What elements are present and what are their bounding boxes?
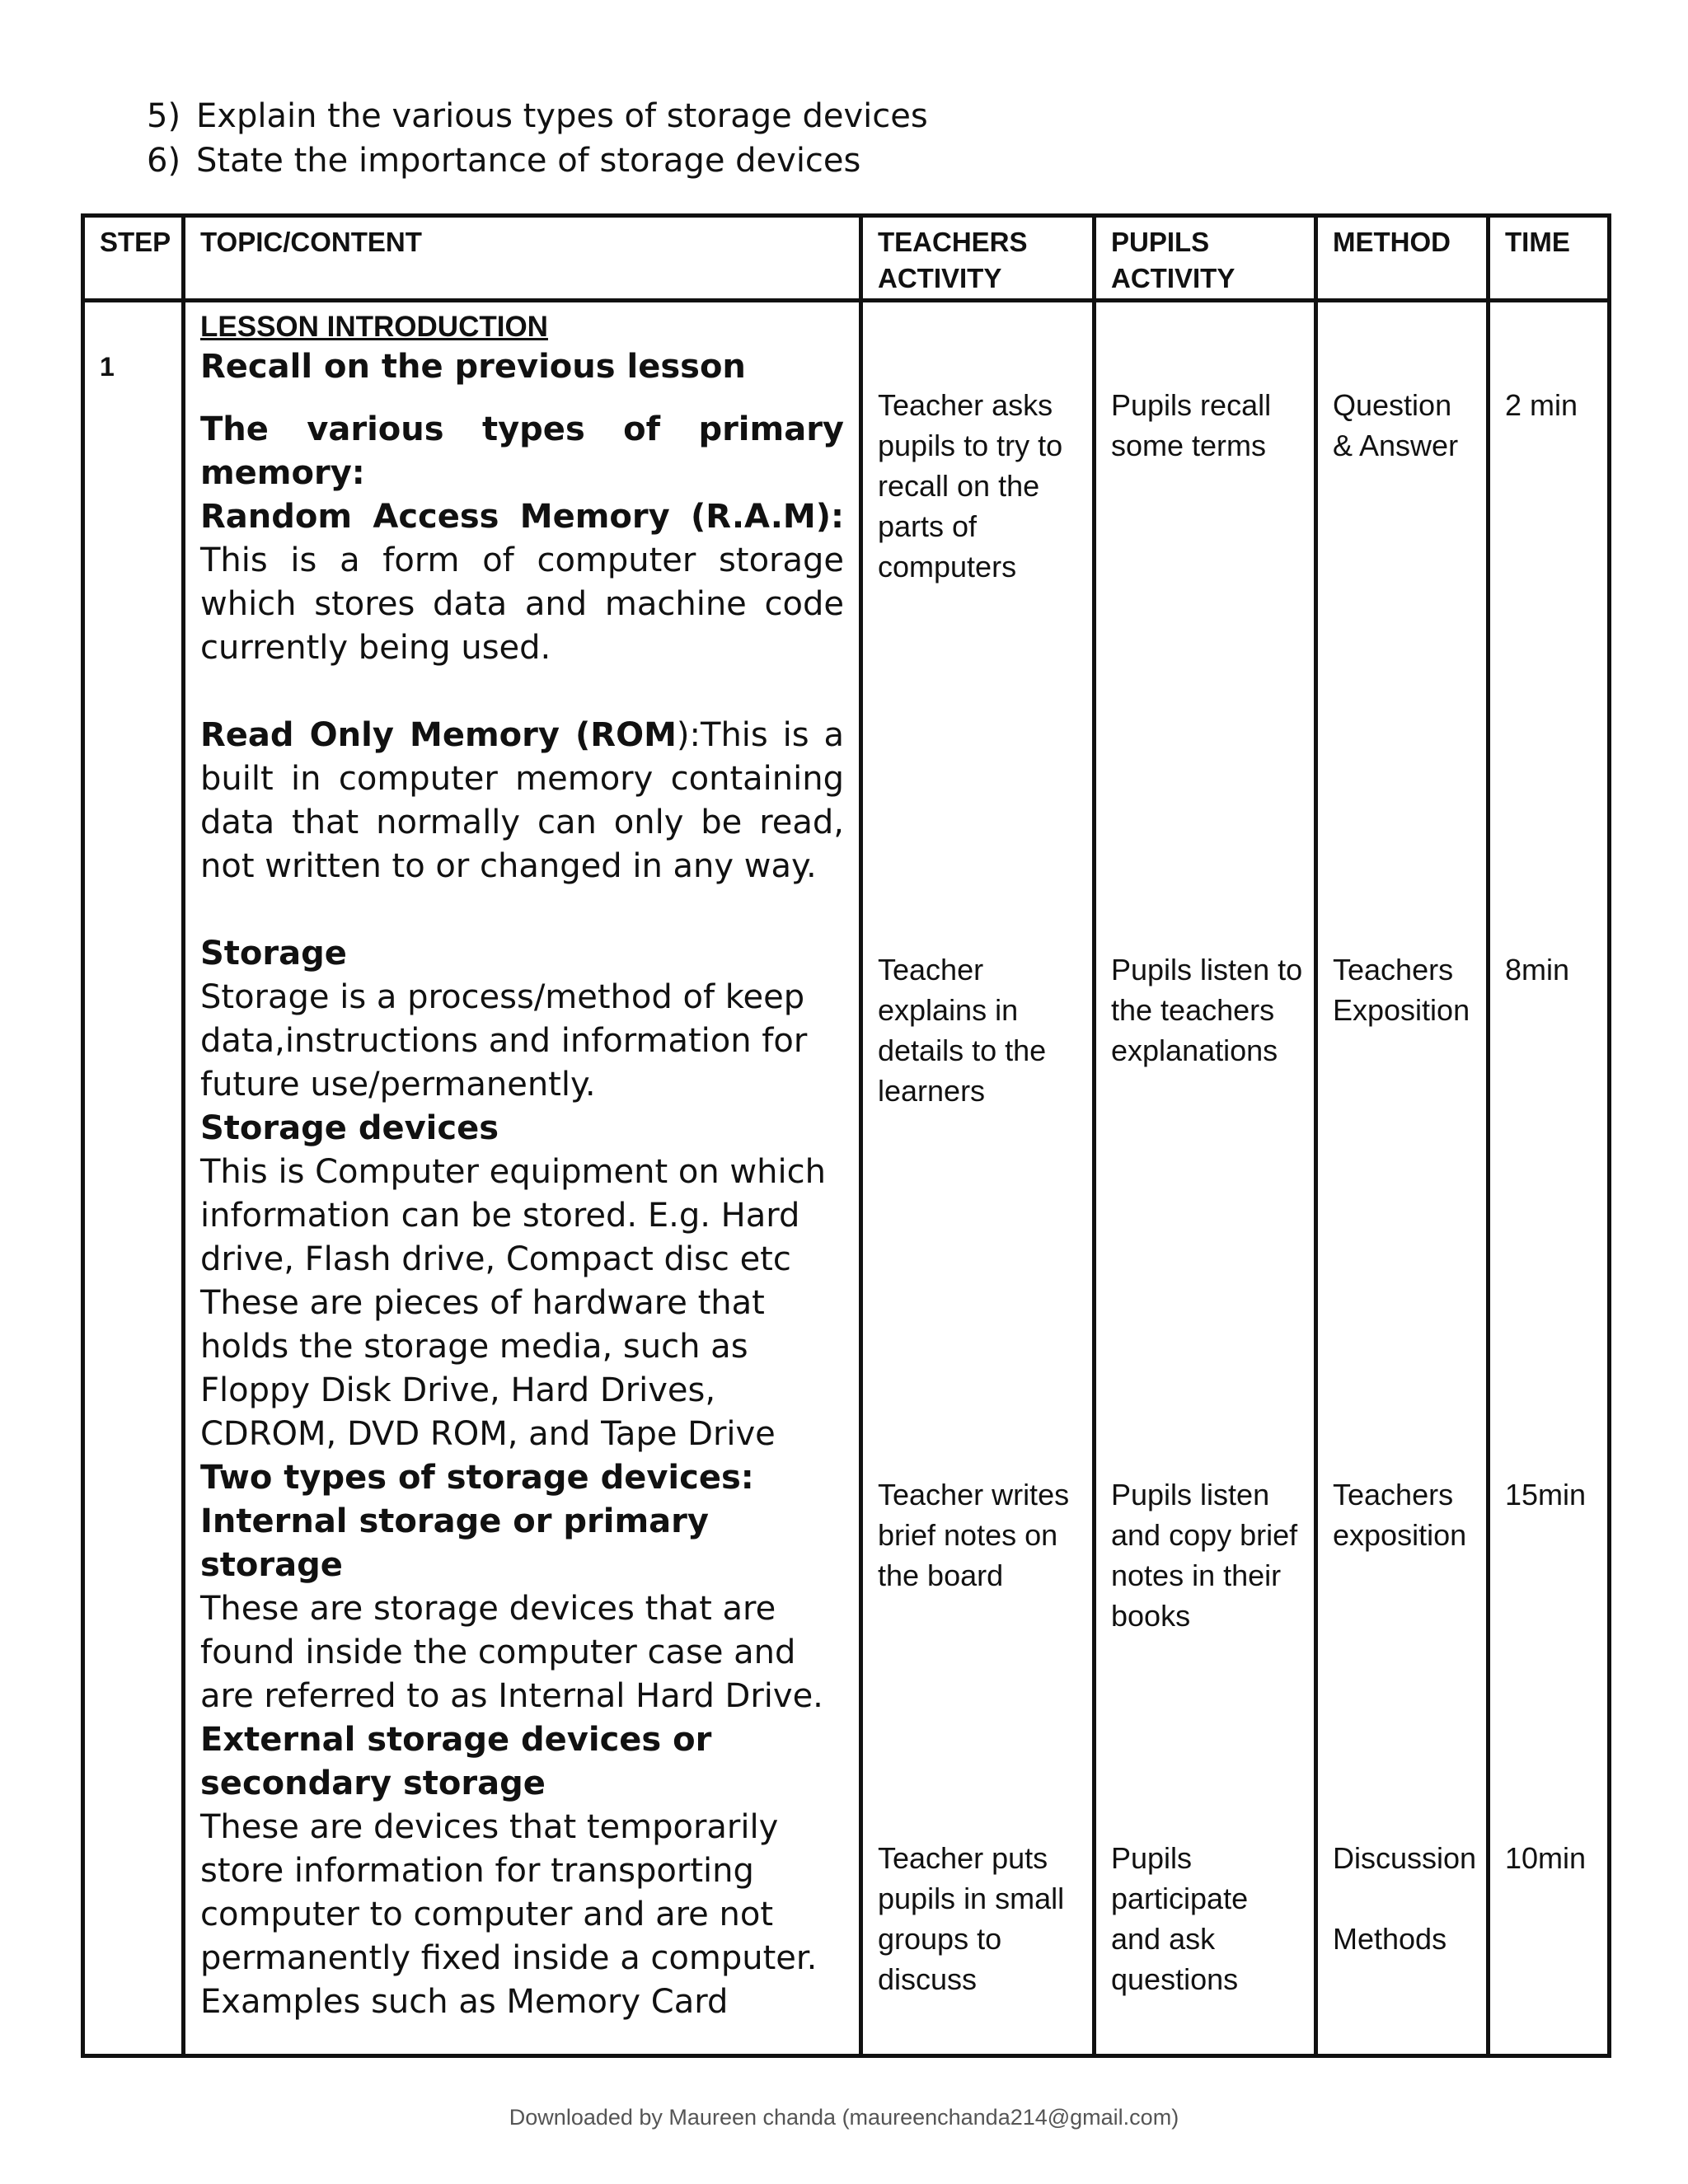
teachers-activity-cell: [861, 301, 1095, 2056]
objectives-list: [147, 94, 928, 183]
header-step: STEP: [83, 216, 184, 301]
pupils-activity-2: Pupils listen to the teachers explanations: [1111, 953, 1303, 1067]
download-footer: Downloaded by Maureen chanda (maureenchanda214@gmail.com): [509, 2105, 1179, 2130]
header-topic: TOPIC/CONTENT: [184, 216, 861, 301]
method-cell: [1316, 301, 1489, 2056]
rom-heading: Read Only Memory (ROM: [200, 716, 677, 754]
lesson-introduction-heading: LESSON INTRODUCTION: [200, 311, 548, 343]
objective-item: 6) State the importance of storage devices: [147, 142, 861, 180]
storage-devices-heading: Storage devices: [200, 1109, 499, 1147]
external-storage-heading: External storage devices or secondary storage: [200, 1721, 712, 1802]
two-types-heading: Two types of storage devices:: [200, 1459, 754, 1497]
storage-text: Storage is a process/method of keep data,instructions and information for future use/permanently.: [200, 978, 808, 1104]
header-teachers-activity: TEACHERS ACTIVITY: [861, 216, 1095, 301]
method-2: Teachers Exposition: [1333, 953, 1470, 1027]
ram-paragraph: [200, 495, 844, 670]
external-storage-text: These are devices that temporarily store information for transporting computer to computer and are not permanently fixed inside a computer. Examples such as Memory Card: [200, 1808, 818, 2021]
pupils-activity-cell: [1095, 301, 1316, 2056]
rom-paragraph: [200, 714, 844, 888]
step-cell: [83, 301, 184, 2056]
ram-text: This is a form of computer storage which stores data and machine code currently being used.: [200, 541, 844, 667]
pupils-activity-3: Pupils listen and copy brief notes in their books: [1111, 1478, 1298, 1633]
header-time: TIME: [1489, 216, 1610, 301]
pupils-activity-4: Pupils participate and ask questions: [1111, 1841, 1249, 1996]
table-header-row: [83, 216, 1610, 301]
storage-heading: Storage: [200, 935, 347, 972]
time-3: 15min: [1505, 1478, 1587, 1511]
storage-devices-text: This is Computer equipment on which information can be stored. E.g. Hard drive, Flash drive, Compact disc etc These are pieces of hardware that holds the storage media, such as Floppy Disk Drive, Hard Drives, CDROM, DVD ROM, and Tape Drive: [200, 1153, 826, 1453]
teacher-activity-4: Teacher puts pupils in small groups to discuss: [878, 1841, 1065, 1996]
objective-item: 5) Explain the various types of storage devices: [147, 97, 928, 135]
teacher-activity-2: Teacher explains in details to the learners: [878, 953, 1047, 1108]
pupils-activity-1: Pupils recall some terms: [1111, 388, 1272, 462]
lesson-plan-table: [81, 213, 1611, 2058]
header-method: METHOD: [1316, 216, 1489, 301]
topic-content-cell: [184, 301, 861, 2056]
teacher-activity-1: Teacher asks pupils to try to recall on the parts of computers: [878, 388, 1063, 583]
internal-storage-text: These are storage devices that are found inside the computer case and are referred to as Internal Hard Drive.: [200, 1590, 823, 1715]
step-number: 1: [100, 352, 115, 382]
time-cell: [1489, 301, 1610, 2056]
rom-text: ):This is a built in computer memory containing data that normally can only be read, not written to or changed in any way.: [200, 716, 844, 885]
primary-memory-heading: The various types of primary memory:: [200, 410, 844, 492]
teacher-activity-3: Teacher writes brief notes on the board: [878, 1478, 1070, 1592]
table-row: [83, 301, 1610, 2056]
method-3: Teachers exposition: [1333, 1478, 1467, 1552]
header-pupils-activity: PUPILS ACTIVITY: [1095, 216, 1316, 301]
time-4: 10min: [1505, 1841, 1587, 1875]
internal-storage-heading: Internal storage or primary storage: [200, 1502, 709, 1584]
method-1: Question & Answer: [1333, 388, 1459, 462]
method-4: Discussion Methods: [1333, 1841, 1477, 1956]
recall-heading: Recall on the previous lesson: [200, 348, 746, 386]
time-1: 2 min: [1505, 388, 1578, 422]
time-2: 8min: [1505, 953, 1570, 987]
ram-heading: Random Access Memory (R.A.M):: [200, 498, 844, 536]
